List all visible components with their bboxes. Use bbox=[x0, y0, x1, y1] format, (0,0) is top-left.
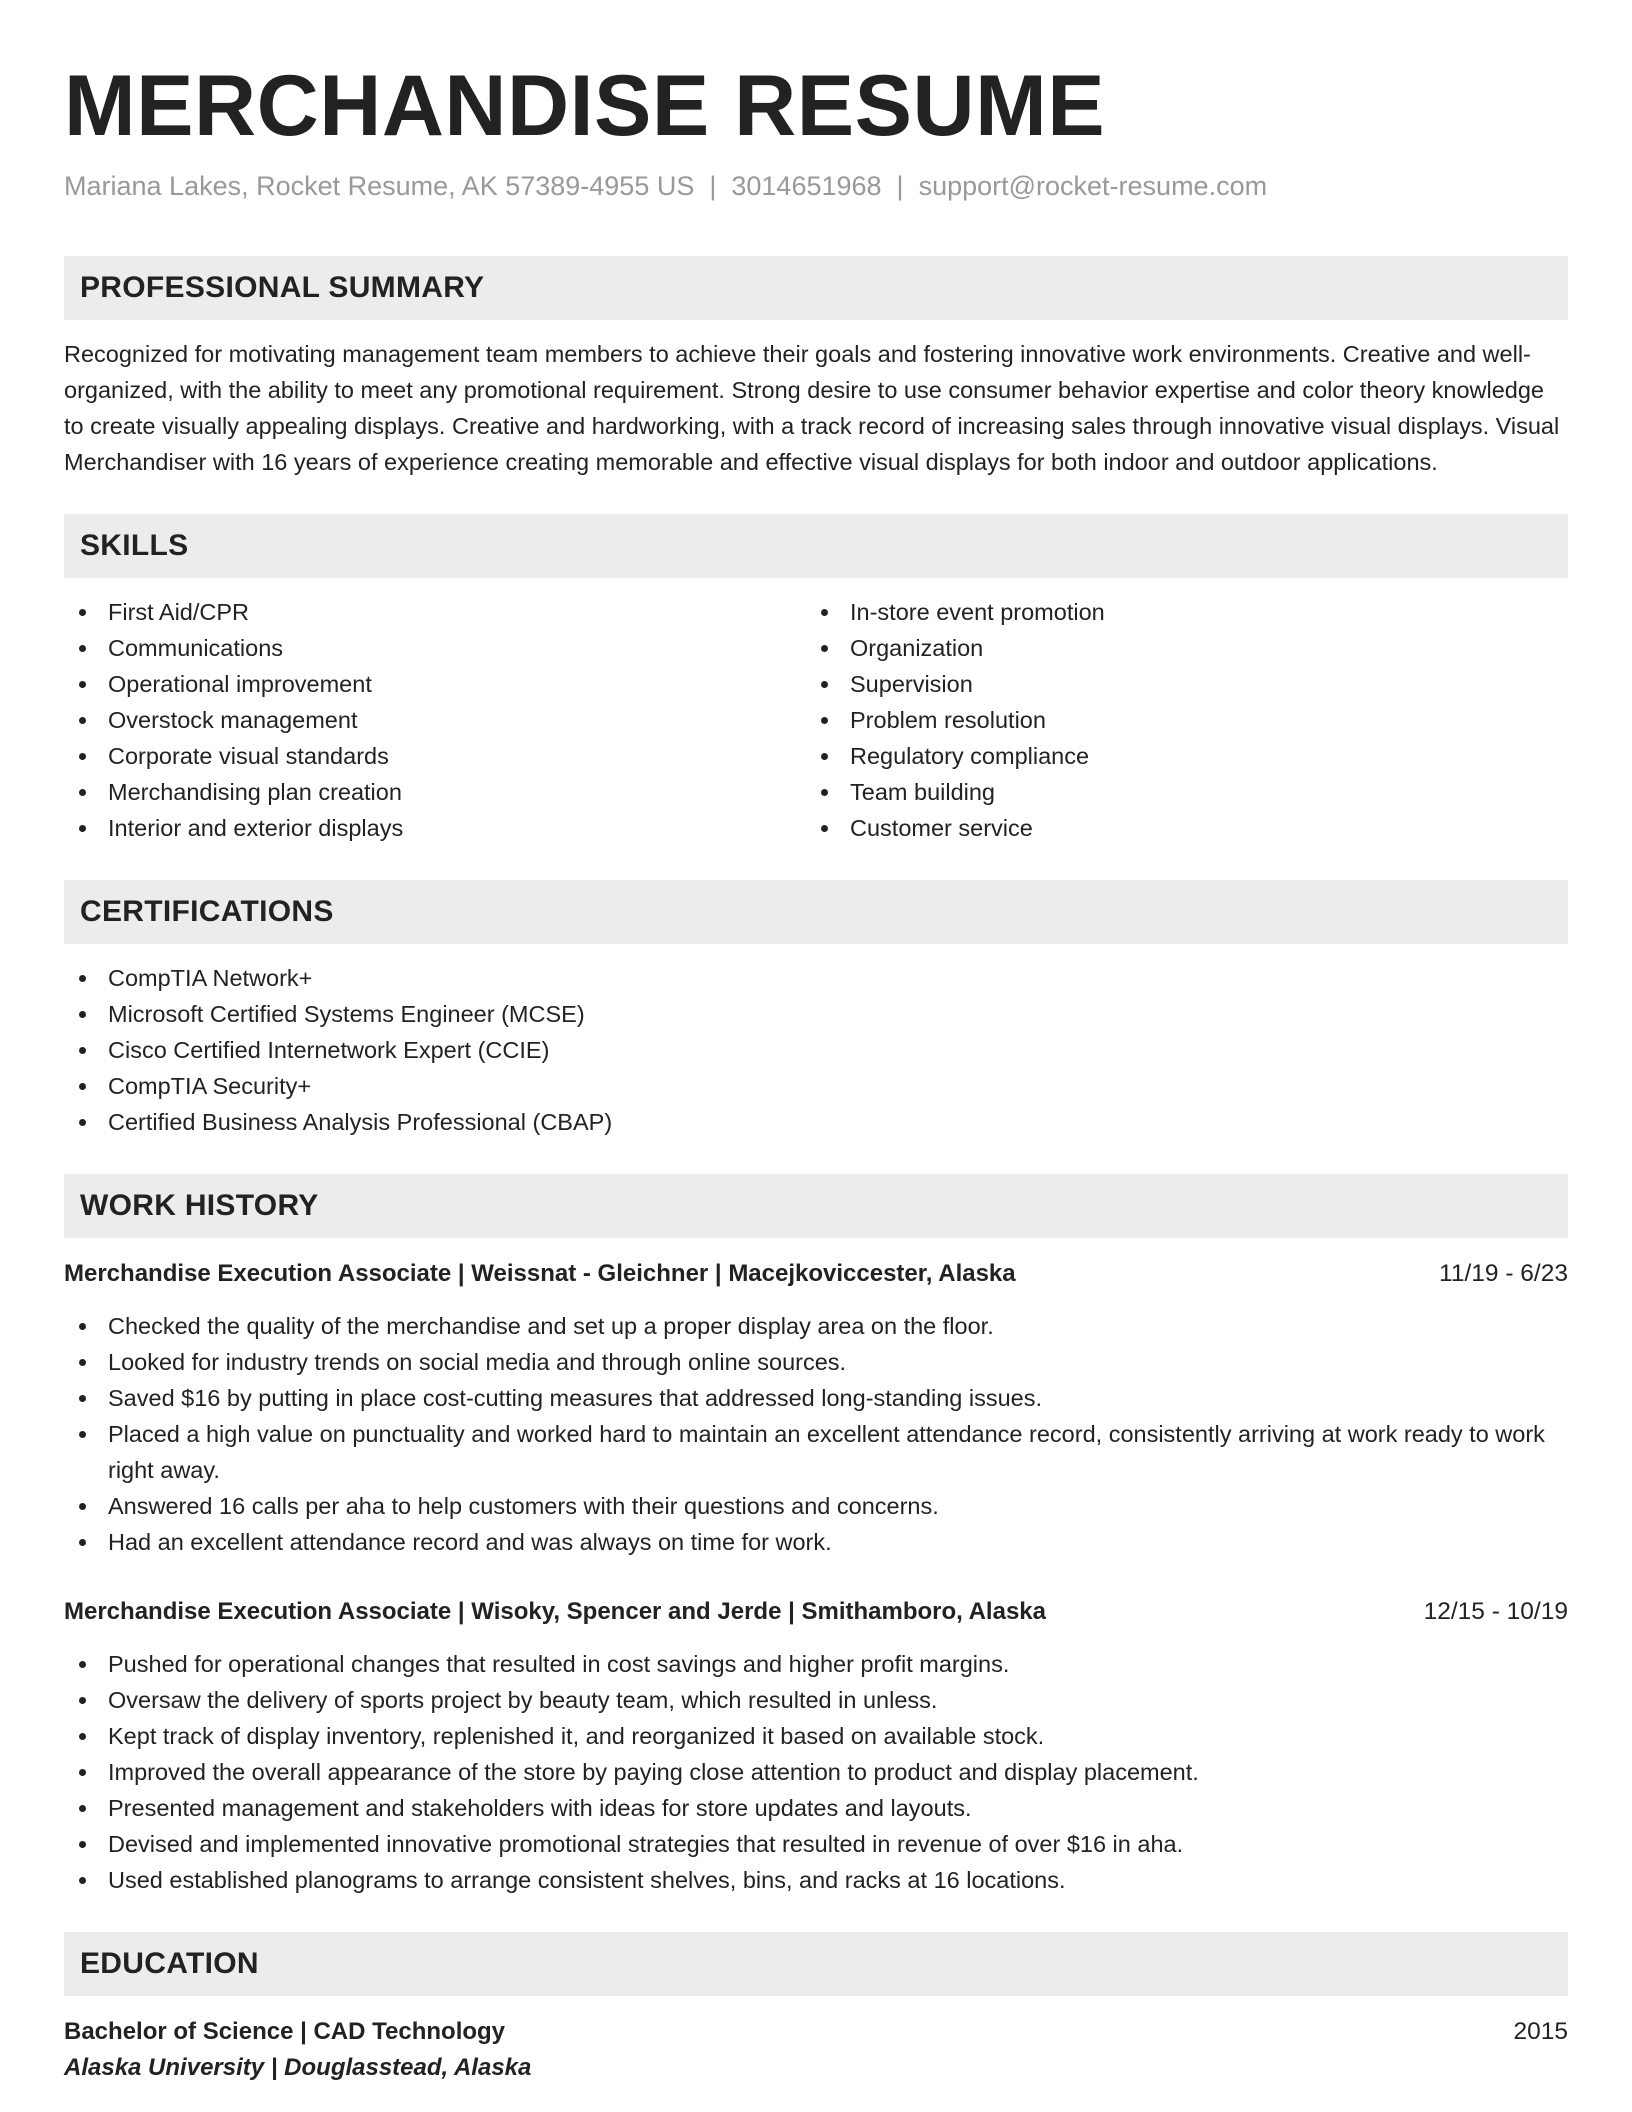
contact-separator: | bbox=[896, 171, 904, 201]
contact-phone: 3014651968 bbox=[731, 171, 882, 201]
job-entry bbox=[64, 1256, 1568, 1560]
job-bullets bbox=[64, 1308, 1568, 1560]
skills-column-right bbox=[806, 594, 1548, 846]
education-degree: Bachelor of Science | CAD Technology bbox=[64, 2018, 506, 2045]
certifications-list bbox=[64, 960, 1568, 1140]
job-bullet: Pushed for operational changes that resulted in cost savings and higher profit margins. bbox=[64, 1646, 1568, 1682]
skill-item: First Aid/CPR bbox=[64, 594, 806, 630]
section-heading-summary: PROFESSIONAL SUMMARY bbox=[64, 256, 1568, 320]
job-bullet: Looked for industry trends on social media and through online sources. bbox=[64, 1344, 1568, 1380]
job-bullet: Saved $16 by putting in place cost-cutting measures that addressed long-standing issues. bbox=[64, 1380, 1568, 1416]
job-bullets bbox=[64, 1646, 1568, 1898]
skill-item: Supervision bbox=[806, 666, 1548, 702]
job-dates: 11/19 - 6/23 bbox=[1439, 1260, 1568, 1287]
resume-title: MERCHANDISE RESUME bbox=[64, 58, 1106, 154]
job-bullet: Devised and implemented innovative promotional strategies that resulted in revenue of over $16 in aha. bbox=[64, 1826, 1568, 1862]
contact-separator: | bbox=[709, 171, 717, 201]
job-entry bbox=[64, 1594, 1568, 1898]
job-header bbox=[64, 1594, 1568, 1630]
section-heading-education: EDUCATION bbox=[64, 1932, 1568, 1996]
skill-item: Merchandising plan creation bbox=[64, 774, 806, 810]
contact-line bbox=[64, 168, 1568, 204]
certification-item: CompTIA Network+ bbox=[64, 960, 1568, 996]
skill-item: In-store event promotion bbox=[806, 594, 1548, 630]
skill-item: Operational improvement bbox=[64, 666, 806, 702]
skill-item: Customer service bbox=[806, 810, 1548, 846]
skill-item: Corporate visual standards bbox=[64, 738, 806, 774]
contact-email: support@rocket-resume.com bbox=[918, 171, 1268, 201]
skills-list-left bbox=[64, 594, 806, 846]
education-school: Alaska University | Douglasstead, Alaska bbox=[64, 2054, 532, 2081]
job-bullet: Checked the quality of the merchandise and set up a proper display area on the floor. bbox=[64, 1308, 1568, 1344]
job-bullet: Answered 16 calls per aha to help customers with their questions and concerns. bbox=[64, 1488, 1568, 1524]
section-heading-work-history: WORK HISTORY bbox=[64, 1174, 1568, 1238]
skills-column-left bbox=[64, 594, 806, 846]
education-year: 2015 bbox=[1513, 2018, 1568, 2045]
resume-page bbox=[64, 56, 1568, 2086]
skills-list-right bbox=[806, 594, 1548, 846]
job-bullet: Had an excellent attendance record and was always on time for work. bbox=[64, 1524, 1568, 1560]
job-header bbox=[64, 1256, 1568, 1292]
job-dates: 12/15 - 10/19 bbox=[1423, 1598, 1568, 1625]
skill-item: Problem resolution bbox=[806, 702, 1548, 738]
skill-item: Overstock management bbox=[64, 702, 806, 738]
skill-item: Regulatory compliance bbox=[806, 738, 1548, 774]
job-bullet: Oversaw the delivery of sports project by beauty team, which resulted in unless. bbox=[64, 1682, 1568, 1718]
skill-item: Communications bbox=[64, 630, 806, 666]
job-bullet: Used established planograms to arrange consistent shelves, bins, and racks at 16 locations. bbox=[64, 1862, 1568, 1898]
certification-item: Microsoft Certified Systems Engineer (MCSE) bbox=[64, 996, 1568, 1032]
skills-grid bbox=[64, 594, 1568, 846]
job-bullet: Presented management and stakeholders with ideas for store updates and layouts. bbox=[64, 1790, 1568, 1826]
contact-address: Mariana Lakes, Rocket Resume, AK 57389-4955 US bbox=[64, 171, 695, 201]
job-bullet: Kept track of display inventory, replenished it, and reorganized it based on available stock. bbox=[64, 1718, 1568, 1754]
certification-item: CompTIA Security+ bbox=[64, 1068, 1568, 1104]
certification-item: Cisco Certified Internetwork Expert (CCIE) bbox=[64, 1032, 1568, 1068]
skill-item: Team building bbox=[806, 774, 1548, 810]
skill-item: Interior and exterior displays bbox=[64, 810, 806, 846]
job-bullet: Placed a high value on punctuality and worked hard to maintain an excellent attendance record, consistently arriving at work ready to work right away. bbox=[64, 1416, 1568, 1488]
certification-item: Certified Business Analysis Professional (CBAP) bbox=[64, 1104, 1568, 1140]
job-title: Merchandise Execution Associate | Wisoky, Spencer and Jerde | Smithamboro, Alaska bbox=[64, 1598, 1046, 1625]
summary-text: Recognized for motivating management team members to achieve their goals and fostering innovative work environments. Creative and well-organized, with the ability to meet any promotional requirement. Strong desire to use consumer behavior expertise and color theory knowledge to create visually appealing displays. Creative and hardworking, with a track record of increasing sales through innovative visual displays. Visual Merchandiser with 16 years of experience creating memorable and effective visual displays for both indoor and outdoor applications. bbox=[64, 341, 1560, 475]
skill-item: Organization bbox=[806, 630, 1548, 666]
job-bullet: Improved the overall appearance of the store by paying close attention to product and display placement. bbox=[64, 1754, 1568, 1790]
section-heading-certifications: CERTIFICATIONS bbox=[64, 880, 1568, 944]
education-header bbox=[64, 2014, 1568, 2050]
section-heading-skills: SKILLS bbox=[64, 514, 1568, 578]
job-title: Merchandise Execution Associate | Weissnat - Gleichner | Macejkoviccester, Alaska bbox=[64, 1260, 1016, 1287]
